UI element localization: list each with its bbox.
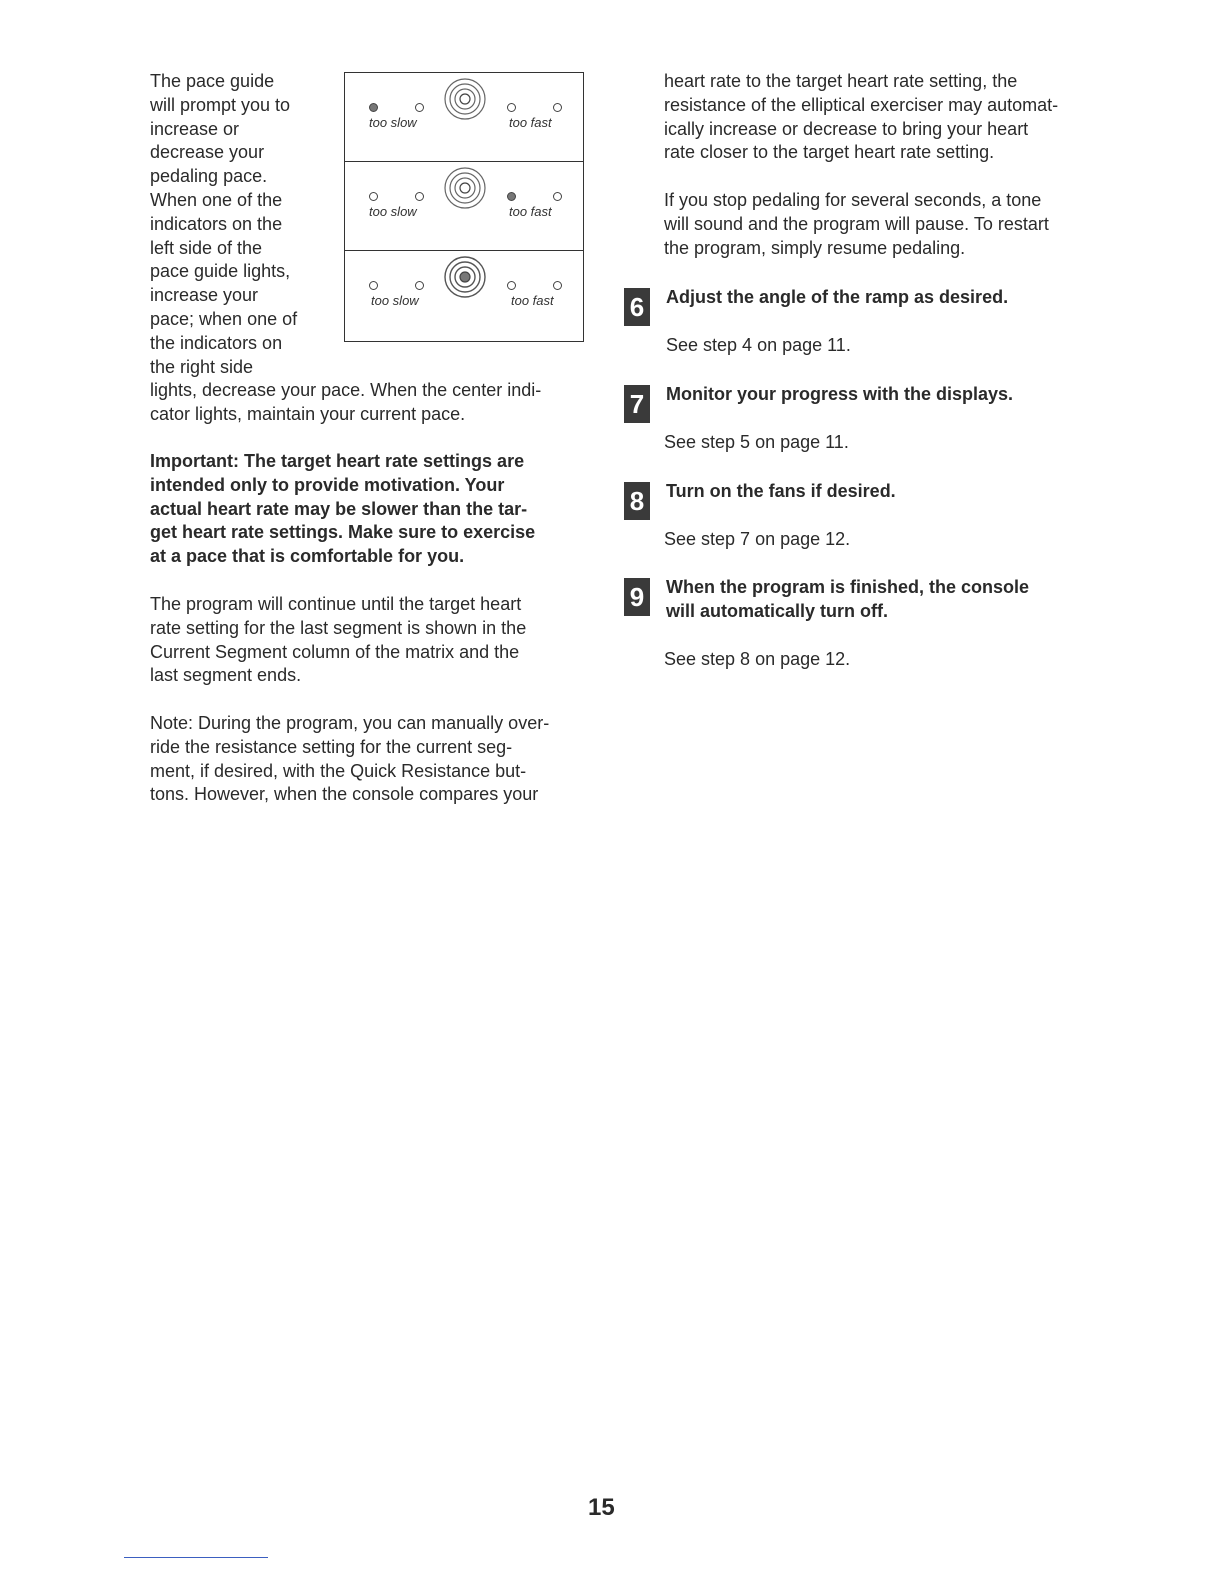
text-line: increase your bbox=[150, 285, 259, 306]
step-number-badge: 6 bbox=[624, 288, 650, 326]
step-title bbox=[666, 480, 896, 504]
step-number-badge: 9 bbox=[624, 578, 650, 616]
text-line: will automatically turn off. bbox=[666, 600, 889, 621]
text-line: decrease your bbox=[150, 142, 265, 163]
text-line: lights, decrease your pace. When the center indi- bbox=[150, 380, 542, 401]
text-line: ride the resistance setting for the current seg- bbox=[150, 736, 513, 757]
center-indicator-icon bbox=[443, 77, 487, 121]
too-fast-label: too fast bbox=[511, 293, 554, 308]
indicator-off bbox=[415, 281, 424, 290]
too-slow-label: too slow bbox=[371, 293, 419, 308]
text-line: Note: During the program, you can manually over- bbox=[150, 713, 550, 733]
step-title bbox=[666, 576, 1029, 624]
pace-row-on-pace bbox=[345, 251, 583, 340]
text-line: the program, simply resume pedaling. bbox=[664, 237, 966, 258]
text-line: pedaling pace. bbox=[150, 166, 268, 187]
text-line: increase or bbox=[150, 118, 240, 139]
text-line: at a pace that is comfortable for you. bbox=[150, 546, 465, 567]
text-line: Important: The target heart rate settings are bbox=[150, 451, 525, 471]
pace-guide-figure bbox=[344, 72, 584, 342]
pause-paragraph bbox=[664, 189, 1049, 260]
too-fast-label: too fast bbox=[509, 115, 552, 130]
step-number-badge: 7 bbox=[624, 385, 650, 423]
too-slow-label: too slow bbox=[369, 115, 417, 130]
override-note bbox=[150, 712, 549, 807]
text-line: rate setting for the last segment is shown in the bbox=[150, 617, 527, 638]
text-line: pace; when one of bbox=[150, 308, 298, 329]
indicator-lit bbox=[507, 192, 516, 201]
pace-row-too-slow bbox=[345, 73, 583, 162]
indicator-off bbox=[369, 192, 378, 201]
too-fast-label: too fast bbox=[509, 204, 552, 219]
text-line: indicators on the bbox=[150, 213, 283, 234]
indicator-off bbox=[415, 192, 424, 201]
step-title bbox=[666, 286, 1008, 310]
step-detail: See step 8 on page 12. bbox=[664, 649, 851, 669]
text-line: last segment ends. bbox=[150, 665, 302, 686]
indicator-off bbox=[369, 281, 378, 290]
text-line: intended only to provide motivation. Your bbox=[150, 474, 505, 495]
text-line: Turn on the fans if desired. bbox=[666, 481, 896, 501]
important-note bbox=[150, 450, 535, 569]
indicator-off bbox=[507, 281, 516, 290]
indicator-lit bbox=[369, 103, 378, 112]
text-line: left side of the bbox=[150, 237, 263, 258]
text-line: When the program is finished, the console bbox=[666, 577, 1030, 597]
text-line: cator lights, maintain your current pace. bbox=[150, 404, 466, 425]
text-line: If you stop pedaling for several seconds, a tone bbox=[664, 190, 1042, 210]
too-slow-label: too slow bbox=[369, 204, 417, 219]
footer-rule bbox=[124, 1557, 268, 1558]
indicator-off bbox=[553, 281, 562, 290]
indicator-off bbox=[415, 103, 424, 112]
text-line: will sound and the program will pause. To restart bbox=[664, 213, 1049, 234]
text-line: tons. However, when the console compares your bbox=[150, 784, 539, 805]
text-line: ment, if desired, with the Quick Resistance but- bbox=[150, 760, 527, 781]
pace-row-too-fast bbox=[345, 162, 583, 251]
indicator-off bbox=[507, 103, 516, 112]
text-line: Monitor your progress with the displays. bbox=[666, 384, 1014, 404]
text-line: pace guide lights, bbox=[150, 261, 291, 282]
text-line: ically increase or decrease to bring your heart bbox=[664, 118, 1029, 139]
step-detail: See step 7 on page 12. bbox=[664, 529, 851, 549]
page-number: 15 bbox=[588, 1494, 615, 1521]
program-continue-paragraph bbox=[150, 593, 526, 688]
resistance-continue-paragraph bbox=[664, 70, 1058, 165]
text-line: Adjust the angle of the ramp as desired. bbox=[666, 287, 1009, 307]
center-indicator-lit-icon bbox=[443, 255, 487, 299]
text-line: The pace guide bbox=[150, 71, 275, 91]
text-line: get heart rate settings. Make sure to exercise bbox=[150, 522, 536, 543]
text-line: rate closer to the target heart rate setting. bbox=[664, 142, 995, 163]
text-line: will prompt you to bbox=[150, 94, 291, 115]
text-line: resistance of the elliptical exerciser may automat- bbox=[664, 94, 1059, 115]
text-line: Current Segment column of the matrix and the bbox=[150, 641, 520, 662]
text-line: The program will continue until the target heart bbox=[150, 594, 522, 614]
step-detail: See step 5 on page 11. bbox=[664, 432, 849, 452]
step-title bbox=[666, 383, 1013, 407]
center-indicator-icon bbox=[443, 166, 487, 210]
text-line: heart rate to the target heart rate setting, the bbox=[664, 71, 1018, 91]
indicator-off bbox=[553, 103, 562, 112]
text-line: When one of the bbox=[150, 189, 283, 210]
step-detail: See step 4 on page 11. bbox=[666, 335, 851, 355]
indicator-off bbox=[553, 192, 562, 201]
text-line: actual heart rate may be slower than the tar- bbox=[150, 498, 528, 519]
text-line: the right side bbox=[150, 356, 254, 377]
text-line: the indicators on bbox=[150, 332, 283, 353]
step-number-badge: 8 bbox=[624, 482, 650, 520]
